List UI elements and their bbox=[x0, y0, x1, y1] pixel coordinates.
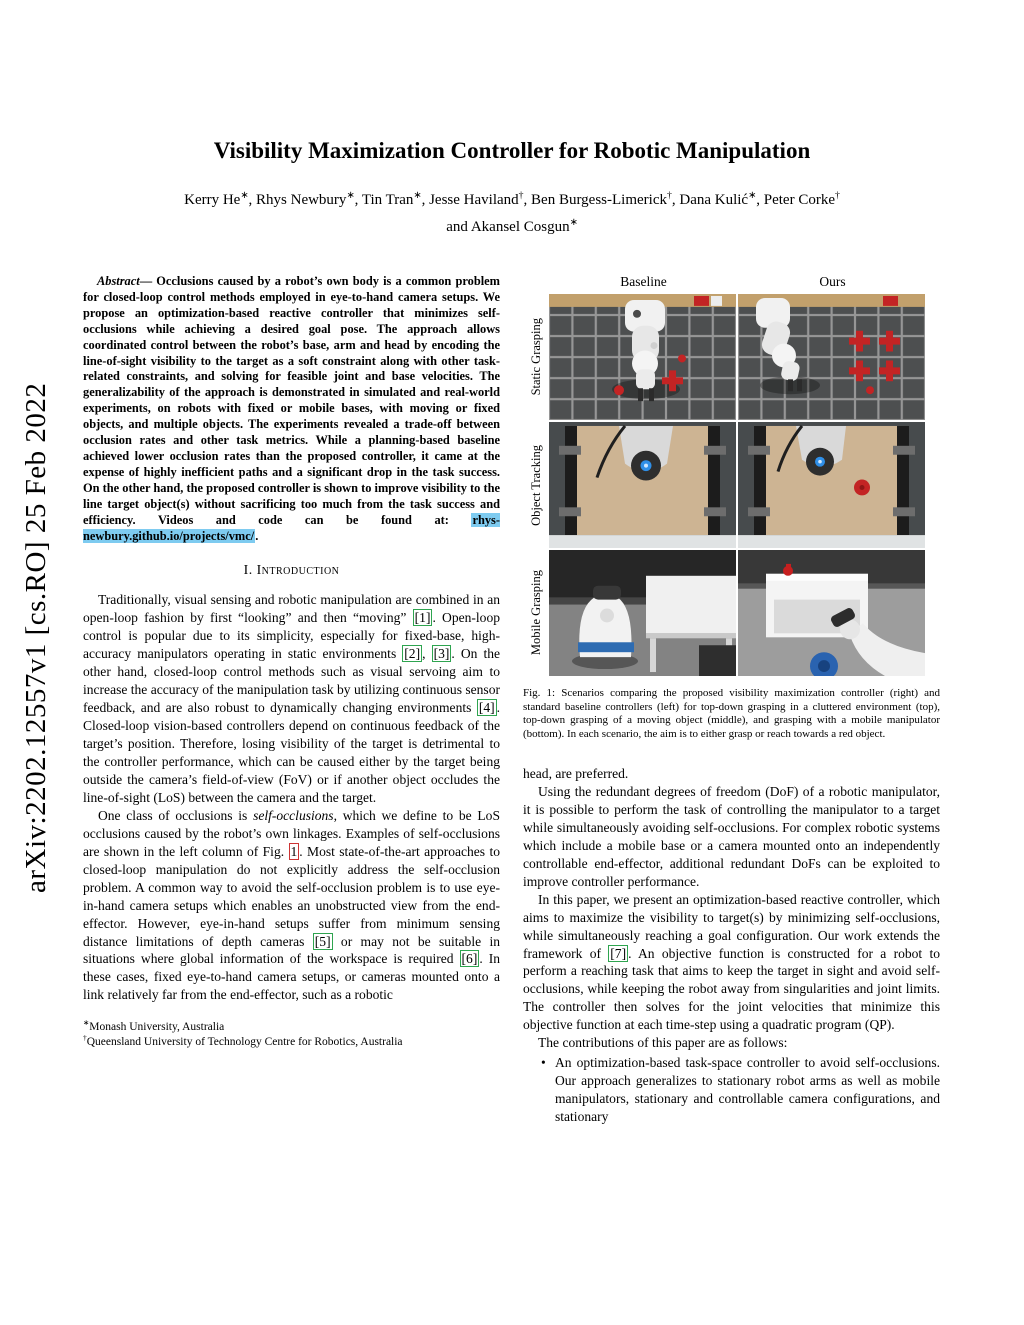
intro-paragraph-1: Traditionally, visual sensing and robotic manipulation are combined in an open-loop fashion by first “looking” and then “moving” [1] . Open-loop control is popular due to its simplicity, especially for fixed-base, high-accuracy manipulators operating in static environments [2] , [3] . On the other hand, closed-loop control methods such as visual servoing aim to increase the accuracy of the manipulation task by utilizing continuous sensor feedback, and are also robust to dynamically changing environments [4] . Closed-loop vision-based controllers depend on continuous feedback of the target’s position. Therefore, losing visibility of the target is detrimental to the controller performance, which can be caused either by the target being outside the camera’s field-of-view (FoV) or if another object occludes the line-of-sight (LoS) between the camera and the target. bbox=[83, 592, 500, 805]
sup: † bbox=[83, 1033, 87, 1042]
figure-header-baseline: Baseline bbox=[620, 274, 667, 289]
figure-row-static-grasping bbox=[523, 294, 940, 420]
paper-title: Visibility Maximization Controller for Robotic Manipulation bbox=[213, 138, 811, 163]
figure-reference-link[interactable]: 1 bbox=[290, 843, 298, 859]
url-link[interactable]: rhys-newbury.github.io/projects/vmc/ bbox=[83, 512, 500, 543]
citation-link[interactable]: [3] bbox=[433, 646, 450, 662]
abstract-paragraph: Abstract— Occlusions caused by a robot’s own body is a common problem for closed-loop control methods employed in eye-to-hand camera setups. We propose an optimization-based reactive controller that minimizes self-occlusions while achieving a desired goal pose. The approach allows coordinated control between the robot’s base, arm and head by encoding the line-of-sight visibility to the target as a soft constraint along with other task-related constraints, and solving for feasible joint and base velocities. The generalizability of the approach is demonstrated in simulated and real-world experiments, on robots with fixed or mobile bases, with moving or fixed objects, and multiple objects. The experiments revealed a trade-off between occlusion rates and other task metrics. While a planning-based baseline achieved lower occlusion rates than the proposed controller, it came at the expense of highly inefficient paths and a significant drop in the task success. On the other hand, the proposed controller is shown to improve visibility to the line target object(s) without sacrificing too much from the task success and efficiency. Videos and code can be found at: rhys-newbury.github.io/projects/vmc/. bbox=[83, 274, 500, 543]
row-label-text: Static Grasping bbox=[528, 318, 543, 396]
contributions-list bbox=[541, 1054, 940, 1126]
footnotes-block bbox=[83, 1020, 500, 1049]
paragraph-head-preferred: head, are preferred. bbox=[523, 766, 629, 781]
panel-mobile-grasping-baseline-image bbox=[549, 550, 736, 676]
panel-object-tracking-ours-image bbox=[738, 422, 925, 548]
italic: self-occlusions bbox=[253, 807, 334, 823]
panel-mobile-grasping-ours-image bbox=[738, 550, 925, 676]
footnote-qut: †Queensland University of Technology Centre for Robotics, Australia bbox=[83, 1033, 403, 1048]
two-column-layout bbox=[0, 274, 1024, 1126]
left-column bbox=[83, 274, 500, 1126]
sup: † bbox=[835, 190, 840, 201]
citation-link[interactable]: [6] bbox=[461, 951, 478, 967]
figure-1-caption: Fig. 1: Scenarios comparing the proposed visibility maximization controller (right) and standard baseline controllers (left) for top-down grasping in a cluttered environment (top), top-down grasping of a moving object (middle), and grasping with a mobile manipulator (bottom). In each scenario, the aim is to either grasp or reach towards a red object. bbox=[523, 687, 940, 740]
sup: ∗ bbox=[413, 190, 422, 201]
citation-link[interactable]: [5] bbox=[314, 933, 331, 949]
figure-row-label-mobile-grasping bbox=[523, 550, 549, 676]
bullet-marker: • bbox=[541, 1055, 546, 1071]
contribution-item-1-text: An optimization-based task-space controller to avoid self-occlusions. Our approach generalizes to stationary robot arms as well as mobile manipulators, stationary and controllable camera configurations, and stationary bbox=[555, 1055, 940, 1125]
figure-header-ours: Ours bbox=[819, 274, 846, 289]
contribution-item-1 bbox=[541, 1054, 940, 1126]
panel-static-grasping-baseline-image bbox=[549, 294, 736, 420]
figure-row-label-static-grasping bbox=[523, 294, 549, 420]
paragraph-this-paper: In this paper, we present an optimization-based reactive controller, which aims to maximize the visibility to target(s) by minimizing self-occlusions, while simultaneously reaching a goal configuration. Our work extends the framework of [7] . An objective function is constructed for a robot to perform a reaching task that aims to keep the target in sight and avoid self-occlusions, while keeping the robot away from singularities and joint limits. The controller then solves for the joint velocities that minimize this objective function at each time-step using a quadratic program (QP). bbox=[523, 891, 940, 1033]
authors-line-2: and Akansel Cosgun∗ bbox=[446, 217, 578, 235]
authors-line-1: Kerry He∗, Rhys Newbury∗, Tin Tran∗, Jesse Haviland†, Ben Burgess-Limerick†, Dana Kulić∗, Peter Corke† bbox=[184, 190, 840, 208]
figure-1 bbox=[523, 274, 940, 741]
citation-link[interactable]: [4] bbox=[478, 700, 495, 716]
figure-row-mobile-grasping bbox=[523, 550, 940, 676]
italic: Abstract bbox=[97, 274, 140, 288]
row-label-text: Object Tracking bbox=[528, 444, 543, 526]
sup: ∗ bbox=[346, 190, 355, 201]
paragraph-redundant-dof: Using the redundant degrees of freedom (DoF) of a robotic manipulator, it is possible to perform the task of controlling the manipulator to a target while simultaneously avoiding self-occlusions. For complex robotic systems which include a mobile base or a camera mounted onto an independently controllable end-effector, additional redundant DoFs can be exploited to improve controller performance. bbox=[523, 783, 940, 889]
sup: ∗ bbox=[748, 190, 757, 201]
figure-column-headers bbox=[523, 274, 940, 290]
sup: ∗ bbox=[83, 1018, 90, 1028]
sup: ∗ bbox=[569, 217, 578, 228]
panel-object-tracking-baseline-image bbox=[549, 422, 736, 548]
arxiv-watermark: arXiv:2202.12557v1 [cs.RO] 25 Feb 2022 bbox=[20, 382, 52, 894]
panel-static-grasping-ours-image bbox=[738, 294, 925, 420]
sup: † bbox=[518, 190, 524, 201]
citation-link[interactable]: [1] bbox=[414, 610, 431, 626]
sup: † bbox=[666, 190, 672, 201]
paragraph-contributions-intro: The contributions of this paper are as follows: bbox=[538, 1035, 788, 1051]
right-column-text bbox=[523, 765, 940, 1126]
section-heading-introduction: I. Introduction bbox=[243, 562, 340, 578]
figure-row-label-object-tracking bbox=[523, 422, 549, 548]
row-label-text: Mobile Grasping bbox=[528, 570, 543, 656]
citation-link[interactable]: [2] bbox=[404, 646, 421, 662]
footnote-monash: ∗Monash University, Australia bbox=[83, 1018, 225, 1034]
citation-link[interactable]: [7] bbox=[610, 945, 627, 961]
sup: ∗ bbox=[240, 190, 249, 201]
right-column bbox=[523, 274, 940, 1126]
intro-paragraph-2: One class of occlusions is self-occlusions, which we define to be LoS occlusions caused by the robot’s own linkages. Examples of self-occlusions are shown in the left column of Fig. 1 . Most state-of-the-art approaches to closed-loop manipulation do not explicitly address the self-occlusion problem. A common way to avoid the self-occlusion problem is to use eye-in-hand camera setups which enables an unobstructed view from the end-effector. However, eye-in-hand setups suffer from minimum sensing distance limitations of depth cameras [5] or may not be suitable in situations where global information of the workspace is required [6] . In these cases, fixed eye-to-hand camera setups, or cameras mounted onto a link relatively far from the end-effector, such as a robotic bbox=[83, 807, 500, 1003]
figure-row-object-tracking bbox=[523, 422, 940, 548]
